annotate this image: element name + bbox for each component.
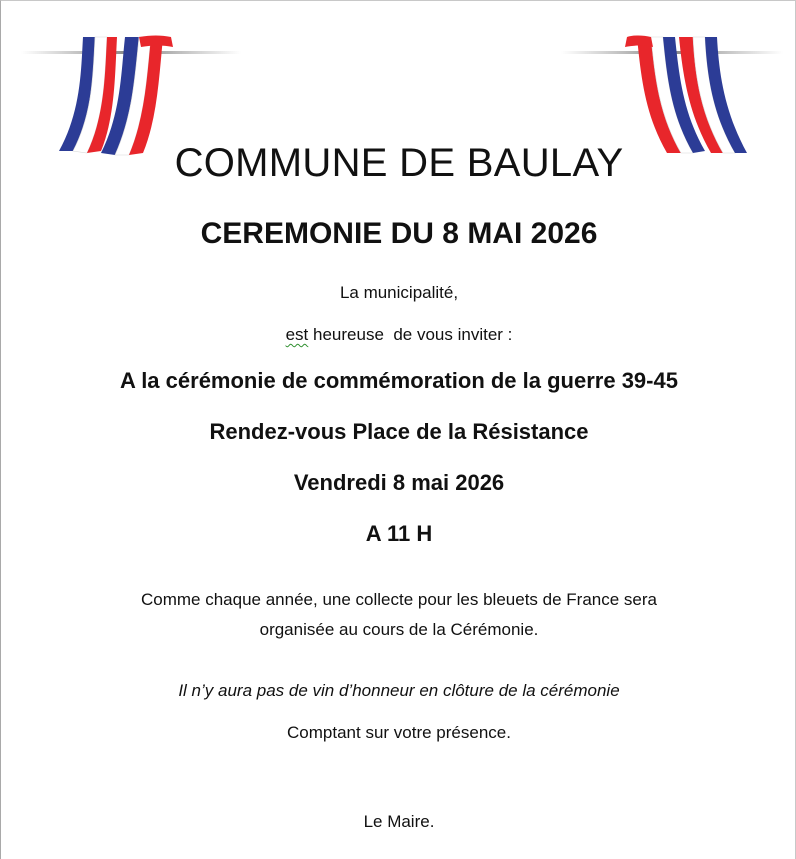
collect-line-2: organisée au cours de la Cérémonie.: [259, 620, 539, 639]
intro-line-2-rest: heureuse de vous inviter :: [308, 325, 513, 344]
intro-line-1: La municipalité,: [339, 283, 459, 302]
date-line: Vendredi 8 mai 2026: [293, 470, 505, 495]
event-line: A la cérémonie de commémoration de la guerre 39-45: [120, 368, 678, 393]
ceremony-heading: CEREMONIE DU 8 MAI 2026: [200, 217, 598, 250]
closing-line: Comptant sur votre présence.: [287, 723, 511, 742]
collect-line-1: Comme chaque année, une collecte pour les bleuets de France sera: [141, 590, 657, 609]
page-title: COMMUNE DE BAULAY: [174, 141, 624, 185]
signature: Le Maire.: [363, 812, 435, 831]
notice-line: Il n’y aura pas de vin d’honneur en clôture de la cérémonie: [178, 681, 620, 700]
intro-line-2: [1, 325, 796, 345]
flag-ribbon-left-icon: [21, 1, 241, 161]
place-line: Rendez-vous Place de la Résistance: [209, 419, 589, 444]
time-line: A 11 H: [365, 521, 433, 546]
spellcheck-word: est: [285, 325, 309, 344]
flag-ribbon-right-icon: [561, 1, 783, 161]
